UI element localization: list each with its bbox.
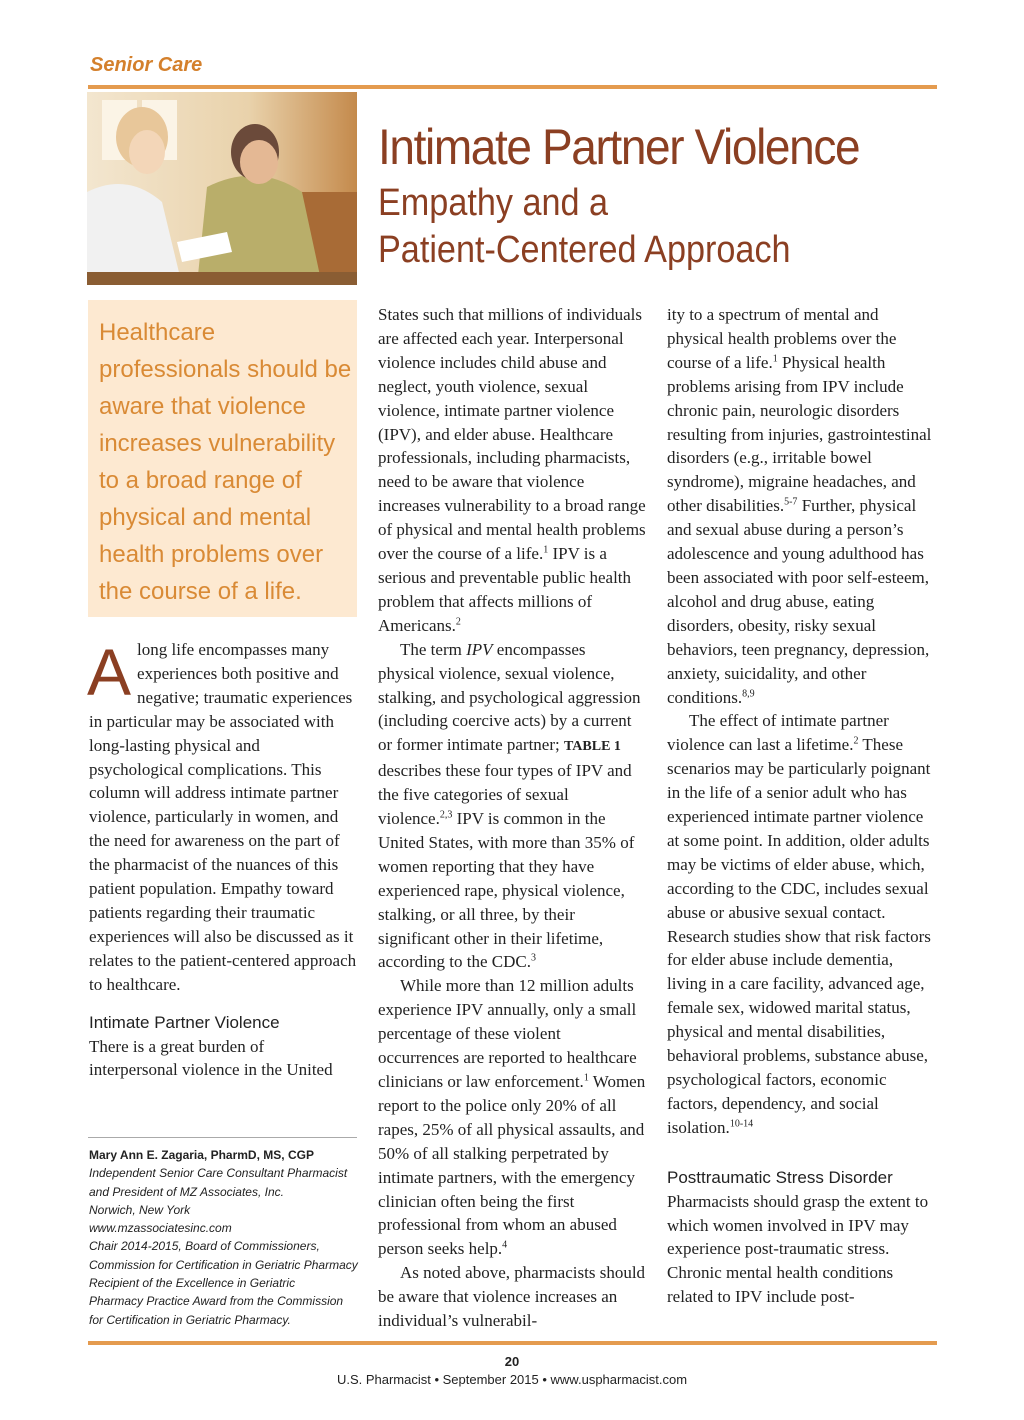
subtitle-line-2: Patient-Centered Approach	[378, 229, 791, 271]
column-3	[667, 303, 937, 1309]
text-run: Physical health problems arising from IPV include chronic pain, neurologic disorders resulting from injuries, gastrointestinal disorders (e.g., irritable bowel syndrome), migraine headaches, and other disabilities.	[667, 352, 932, 516]
table-reference[interactable]: TABLE 1	[563, 739, 621, 755]
author-divider	[88, 1137, 357, 1138]
author-line: Norwich, New York	[89, 1202, 191, 1217]
text-run: encompasses physical violence, sexual violence, stalking, and psychological aggression (including coercive acts) by a current or former intimate partner;	[378, 639, 641, 755]
column-1	[87, 635, 357, 1082]
text-run: While more than 12 million adults experience IPV annually, only a small percentage of these violent occurrences are reported to healthcare clinicians or law enforcement.	[378, 976, 637, 1091]
intro-text: long life encompasses many experiences both positive and negative; traumatic experiences in particular may be associated with long-lasting physical and psychological complications. This column will address intimate partner violence, particularly in women, and the need for awareness on the part of the pharmacist of the nuances of this patient population. Empathy toward patients regarding their traumatic experiences will also be discussed as it relates to the patient-centered approach to healthcare.	[89, 640, 357, 994]
text-run: The effect of intimate partner violence can last a lifetime.	[667, 711, 889, 755]
text-run: ity to a spectrum of mental and physical health problems over the course of a life.	[667, 305, 897, 372]
text-run: States such that millions of individuals are affected each year. Interpersonal violence includes child abuse and neglect, youth violence, sexual violence, intimate partner violence (IPV), and elder abuse. Healthcare professionals, including pharmacists, need to be aware that violence increases vulnerability to a broad range of physical and mental health problems over the course of a life.	[378, 305, 646, 564]
drop-cap: A	[87, 635, 132, 709]
author-line: Independent Senior Care Consultant Pharmacist	[89, 1166, 348, 1181]
citation: 2	[455, 616, 461, 628]
col3-paragraph-1	[667, 303, 937, 709]
author-line: Commission for Certification in Geriatric Pharmacy	[89, 1257, 358, 1272]
page-number: 20	[504, 1354, 520, 1369]
citation: 2,3	[439, 809, 453, 821]
author-line: Chair 2014-2015, Board of Commissioners,	[89, 1239, 320, 1254]
bottom-rule	[88, 1341, 937, 1345]
col1-paragraph-2: There is a great burden of interpersonal violence in the United	[89, 1036, 333, 1080]
citation: 5-7	[784, 496, 798, 508]
col2-paragraph-1	[378, 303, 646, 638]
article-title: Intimate Partner Violence	[378, 119, 860, 175]
term-ipv: IPV	[466, 639, 493, 659]
citation: 4	[502, 1239, 508, 1251]
citation: 10-14	[729, 1118, 754, 1130]
citation: 8,9	[742, 687, 755, 699]
author-line: for Certification in Geriatric Pharmacy.	[89, 1312, 291, 1327]
col3-paragraph-2	[667, 709, 937, 1139]
text-run: IPV is a serious and preventable public health problem that affects millions of Americans.	[378, 544, 632, 635]
text-run: These scenarios may be particularly poignant in the life of a senior adult who has experienced intimate partner violence at some point. In addition, older adults may be victims of elder abuse, which, according to the CDC, includes sexual abuse or abusive sexual contact. Research studies show that risk factors for elder abuse include dementia, living in a care facility, advanced age, female sex, widowed marital status, physical and mental disabilities, behavioral problems, substance abuse, psychological factors, economic factors, dependency, and social isolation.	[667, 735, 931, 1137]
author-name: Mary Ann E. Zagaria, PharmD, MS, CGP	[89, 1148, 314, 1162]
text-run: IPV is common in the United States, with more than 35% of women reporting that they have experienced rape, physical violence, stalking, or all three, by their significant other in their lifetime, according to the CDC.	[378, 809, 635, 972]
author-line: Recipient of the Excellence in Geriatric	[89, 1276, 296, 1291]
top-rule	[88, 85, 937, 89]
section-label: Senior Care	[90, 54, 203, 76]
article-photo	[87, 92, 357, 285]
subhead-ptsd: Posttraumatic Stress Disorder	[667, 1167, 893, 1187]
citation: 2	[853, 735, 859, 747]
col3-paragraph-3: Pharmacists should grasp the extent to which women involved in IPV may experience post-traumatic stress. Chronic mental health conditions related to IPV include post-	[667, 1191, 929, 1307]
column-2	[378, 303, 646, 1333]
intro-paragraph	[87, 635, 357, 997]
footer-publication: U.S. Pharmacist • September 2015 • www.uspharmacist.com	[336, 1372, 688, 1387]
citation: 1	[772, 353, 778, 365]
subhead-ipv: Intimate Partner Violence	[89, 1012, 280, 1032]
text-run: The term	[400, 639, 467, 659]
text-run: Women report to the police only 20% of all rapes, 25% of all physical assaults, and 50% of all stalking perpetrated by intimate partners, with the emergency clinician often being the first professional from whom an abused person seeks help.	[378, 1072, 646, 1259]
author-website[interactable]: www.mzassociatesinc.com	[89, 1221, 232, 1236]
col2-paragraph-4: As noted above, pharmacists should be aware that violence increases an individual’s vulnerabil-	[378, 1263, 646, 1331]
author-line: and President of MZ Associates, Inc.	[89, 1184, 284, 1199]
text-run: Further, physical and sexual abuse during a person’s adolescence and young adulthood has been associated with poor self-esteem, alcohol and drug abuse, eating disorders, obesity, risky sexual behaviors, teen pregnancy, depression, anxiety, suicidality, and other conditions.	[667, 496, 930, 707]
photo-illustration	[87, 92, 357, 285]
citation: 3	[530, 952, 536, 964]
article-subtitle	[378, 180, 791, 274]
pullquote: Healthcare professionals should be aware that violence increases vulnerability to a broad range of physical and mental health problems over the course of a life.	[99, 319, 352, 605]
citation: 1	[583, 1072, 589, 1084]
author-line: Pharmacy Practice Award from the Commission	[89, 1294, 344, 1309]
subtitle-line-1: Empathy and a	[378, 182, 609, 224]
author-bio	[89, 1146, 364, 1329]
author-details	[89, 1164, 364, 1329]
citation: 1	[543, 544, 549, 556]
text-run: describes these four types of IPV and the five categories of sexual violence.	[378, 761, 632, 829]
col2-paragraph-2	[378, 638, 646, 975]
col2-paragraph-3	[378, 974, 646, 1261]
